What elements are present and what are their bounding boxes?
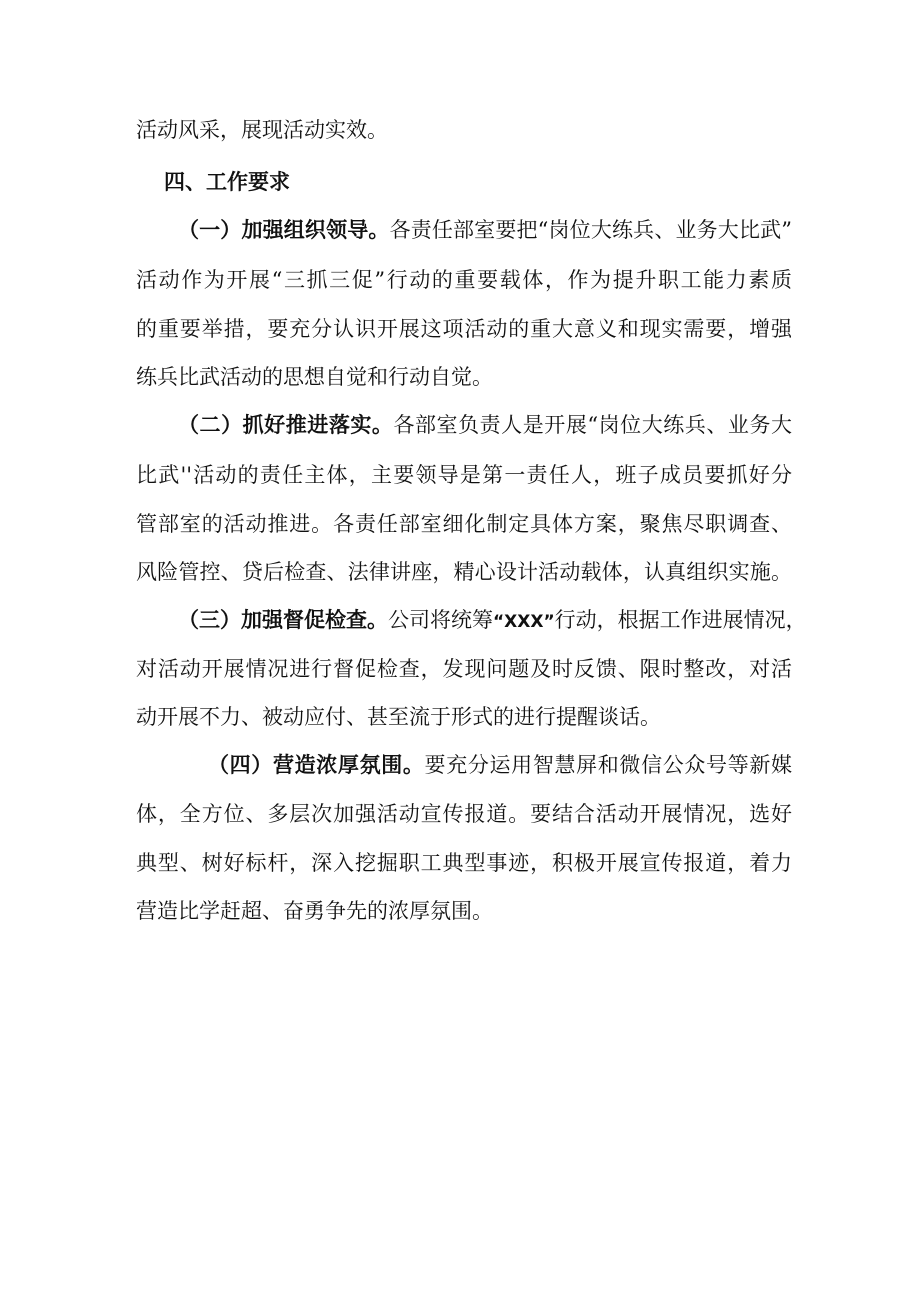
p1-title: （一）加强组织领导。 bbox=[178, 217, 390, 242]
p2-line-1-text: 各部室负责人是开展“岗位大练兵、业务大 bbox=[393, 413, 793, 437]
p1-line-3: 的重要举措，要充分认识开展这项活动的重大意义和现实需要，增强 bbox=[136, 317, 792, 341]
p3-line-2: 对活动开展情况进行督促检查，发现问题及时反馈、限时整改，对活 bbox=[136, 657, 792, 681]
p2-line-1 bbox=[178, 410, 792, 440]
p4-line-1-text: 要充分运用智慧屏和微信公众号等新媒 bbox=[424, 753, 793, 777]
section-heading bbox=[164, 167, 290, 197]
p2-line-2: 比武''活动的责任主体，主要领导是第一责任人，班子成员要抓好分 bbox=[136, 463, 792, 487]
p3-xxx-placeholder: “XXX” bbox=[493, 612, 555, 632]
p2-line-4: 风险管控、贷后检查、法律讲座，精心设计活动载体，认真组织实施。 bbox=[136, 560, 792, 584]
p3-line-1-c: 行动，根据工作进展情况， bbox=[554, 608, 807, 632]
p4-line-4: 营造比学赶超、奋勇争先的浓厚氛围。 bbox=[136, 899, 493, 923]
intro-line bbox=[136, 115, 388, 145]
p3-title: （三）加强督促检查。 bbox=[178, 607, 388, 632]
p2-line-3: 管部室的活动推进。各责任部室细化制定具体方案，聚焦尽职调查、 bbox=[136, 512, 792, 536]
p4-line-1 bbox=[208, 750, 792, 780]
p3-line-1 bbox=[178, 605, 807, 637]
p1-line-2: 活动作为开展“三抓三促”行动的重要载体，作为提升职工能力素质 bbox=[136, 268, 792, 292]
intro-text: 活动风采，展现活动实效。 bbox=[136, 118, 388, 142]
p4-line-2: 体，全方位、多层次加强活动宣传报道。要结合活动开展情况，选好 bbox=[136, 802, 792, 826]
p2-title: （二）抓好推进落实。 bbox=[178, 412, 394, 437]
p3-line-3: 动开展不力、被动应付、甚至流于形式的进行提醒谈话。 bbox=[136, 705, 661, 729]
p1-line-1-text: 各责任部室要把“岗位大练兵、业务大比武” bbox=[389, 218, 792, 242]
p1-line-4: 练兵比武活动的思想自觉和行动自觉。 bbox=[136, 365, 493, 389]
p4-line-3: 典型、树好标杆，深入挖掘职工典型事迹，积极开展宣传报道，着力 bbox=[136, 851, 792, 875]
p4-title: （四）营造浓厚氛围。 bbox=[208, 752, 425, 777]
section-heading-text: 四、工作要求 bbox=[164, 169, 290, 194]
p1-line-1 bbox=[178, 215, 792, 245]
p3-line-1-a: 公司将统筹 bbox=[388, 608, 493, 632]
